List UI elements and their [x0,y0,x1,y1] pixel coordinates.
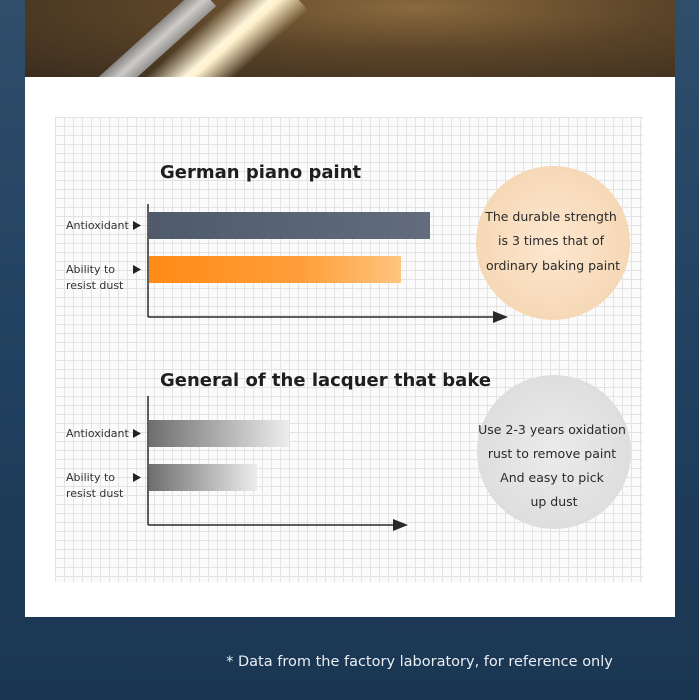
footnote: * Data from the factory laboratory, for reference only [226,654,613,670]
chart1-pointer-2 [133,265,141,274]
chart1-note-text: The durable strength is 3 times that of ordinary baking paint [485,209,621,273]
chart2-label-dust: Ability to resist dust [66,471,124,500]
chart1-pointer-1 [133,221,141,230]
chart2-note-text: Use 2-3 years oxidation rust to remove paint And easy to pick up dust [478,422,626,509]
chart2-bar-dust [149,464,257,491]
chart2-label-antioxidant: Antioxidant [66,427,129,440]
chart1-bar-antioxidant [149,212,430,239]
chart1-label-dust: Ability to resist dust [66,263,124,292]
chart1-label-antioxidant: Antioxidant [66,219,129,232]
chart1-bar-dust [149,256,401,283]
chart2-bar-antioxidant [149,420,289,447]
chart1-title: German piano paint [160,162,362,183]
chart2-title: General of the lacquer that bake [160,370,492,391]
chart2-pointer-1 [133,429,141,438]
chart2-pointer-2 [133,473,141,482]
